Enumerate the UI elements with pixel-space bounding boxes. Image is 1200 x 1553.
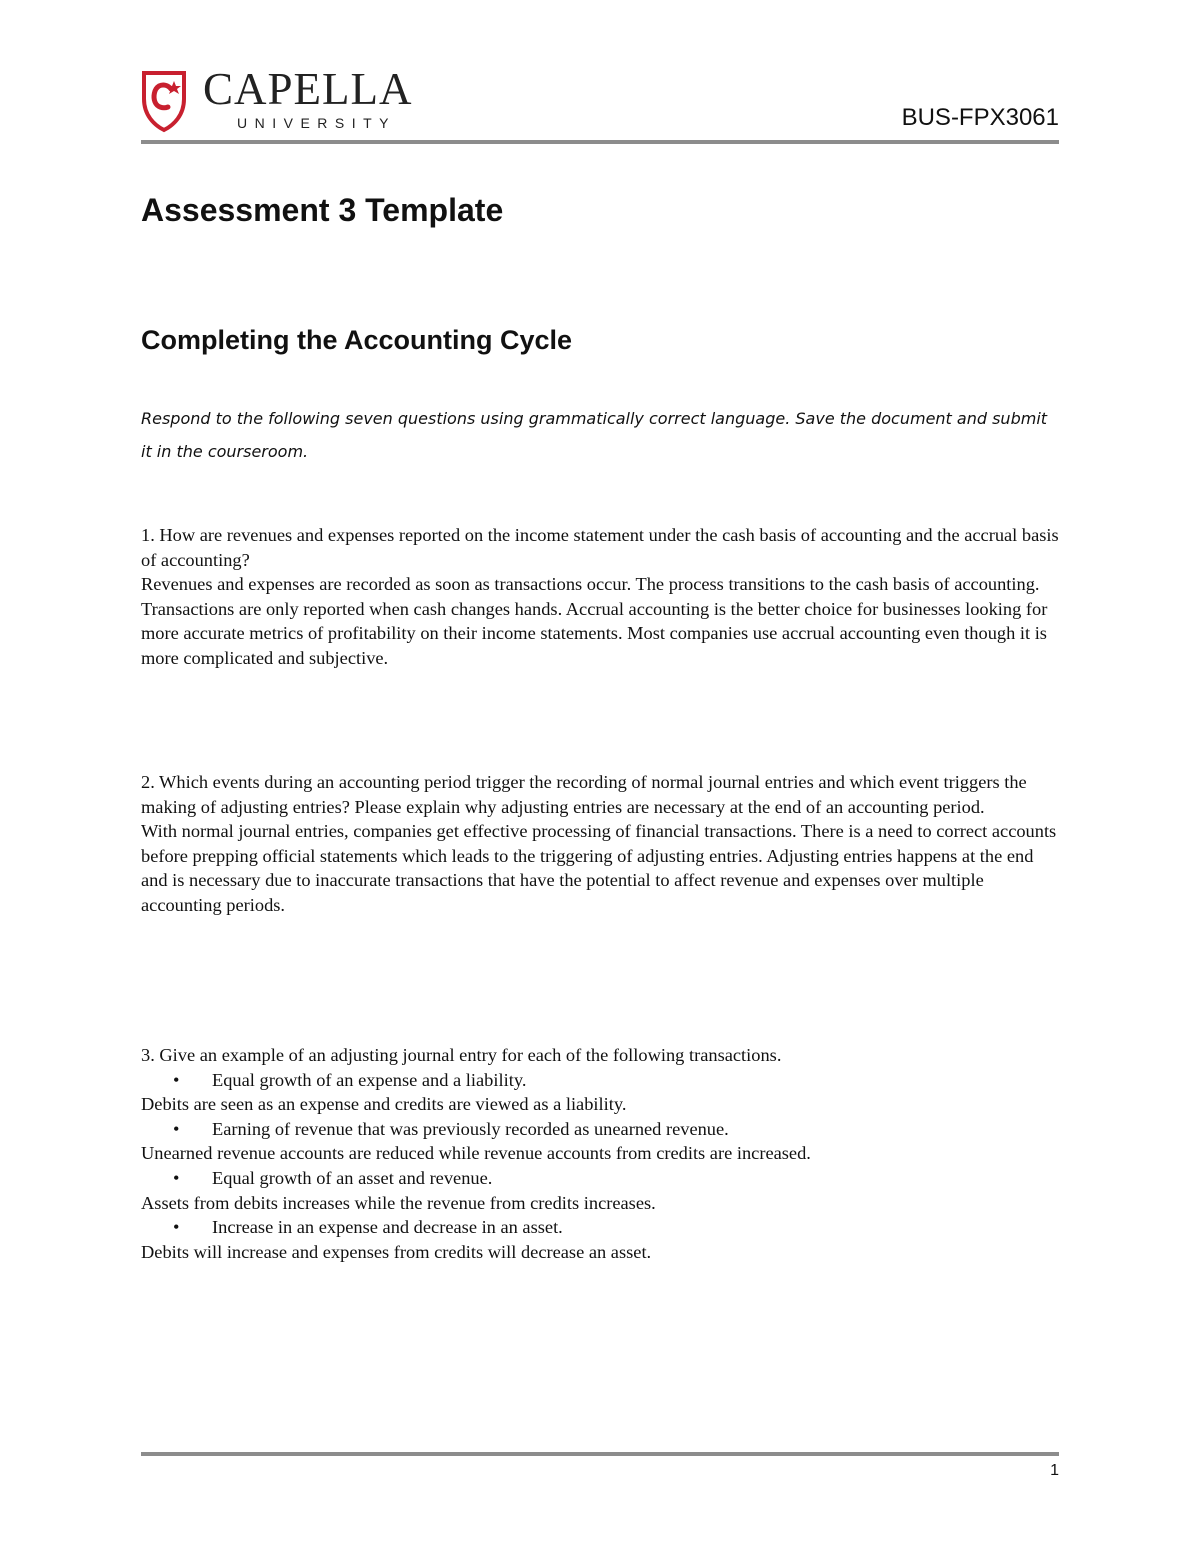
transaction-text: Equal growth of an expense and a liability.: [212, 1069, 527, 1090]
page-number: 1: [1050, 1462, 1059, 1479]
bullet-item: [141, 1068, 1061, 1093]
footer-divider: [141, 1452, 1059, 1456]
bullet-item: [141, 1117, 1061, 1142]
answer-text: Revenues and expenses are recorded as soon as transactions occur. The process transitions to the cash basis of accounting. Transactions are only reported when cash changes hands. Accrual accounting is the better choice for businesses looking for more accurate metrics of profitability on their income statements. Most companies use accrual accounting even though it is more complicated and subjective.: [141, 574, 1048, 668]
capella-logo: [141, 64, 431, 135]
question-block-3: [141, 1043, 1061, 1264]
instructions: Respond to the following seven questions using grammatically correct language. Save the document and submit it in the courseroom.: [141, 409, 1048, 461]
transaction-text: Increase in an expense and decrease in an asset.: [212, 1217, 563, 1238]
bullet-item: [141, 1166, 1061, 1191]
bullet-icon: •: [173, 1167, 180, 1188]
bullet-icon: •: [173, 1118, 180, 1139]
transaction-text: Earning of revenue that was previously recorded as unearned revenue.: [212, 1118, 729, 1139]
bullet-icon: •: [173, 1069, 180, 1090]
answer-text: With normal journal entries, companies get effective processing of financial transactions. There is a need to correct accounts before prepping official statements which leads to the triggering of adjusting entries. Adjusting entries happens at the end and is necessary due to inaccurate transactions that have the potential to affect revenue and expenses over multiple accounting periods.: [141, 821, 1057, 915]
answer-text: Debits will increase and expenses from credits will decrease an asset.: [141, 1241, 652, 1262]
course-code: BUS-FPX3061: [901, 104, 1059, 131]
answer-text: Assets from debits increases while the revenue from credits increases.: [141, 1192, 656, 1213]
document-title: Assessment 3 Template: [141, 192, 504, 228]
page-header: [141, 66, 1059, 146]
transaction-text: Equal growth of an asset and revenue.: [212, 1167, 493, 1188]
answer-text: Unearned revenue accounts are reduced while revenue accounts from credits are increased.: [141, 1143, 811, 1164]
question-block-2: [141, 770, 1061, 918]
answer-text: Debits are seen as an expense and credits are viewed as a liability.: [141, 1094, 627, 1115]
logo-name: CAPELLA: [203, 64, 413, 114]
question-block-1: [141, 523, 1061, 671]
question-text: 3. Give an example of an adjusting journal entry for each of the following transactions.: [141, 1045, 782, 1065]
section-title: Completing the Accounting Cycle: [141, 325, 573, 355]
bullet-item: [141, 1215, 1061, 1240]
capella-shield-icon: [141, 69, 187, 133]
bullet-icon: •: [173, 1217, 180, 1238]
question-text: 2. Which events during an accounting period trigger the recording of normal journal entries and which event triggers the making of adjusting entries? Please explain why adjusting entries are necessary at the end of an accounting period.: [141, 772, 1027, 817]
logo-subtitle: UNIVERSITY: [237, 115, 397, 131]
header-divider: [141, 140, 1059, 144]
question-text: 1. How are revenues and expenses reported on the income statement under the cash basis of accounting and the accrual basis of accounting?: [141, 525, 1059, 570]
